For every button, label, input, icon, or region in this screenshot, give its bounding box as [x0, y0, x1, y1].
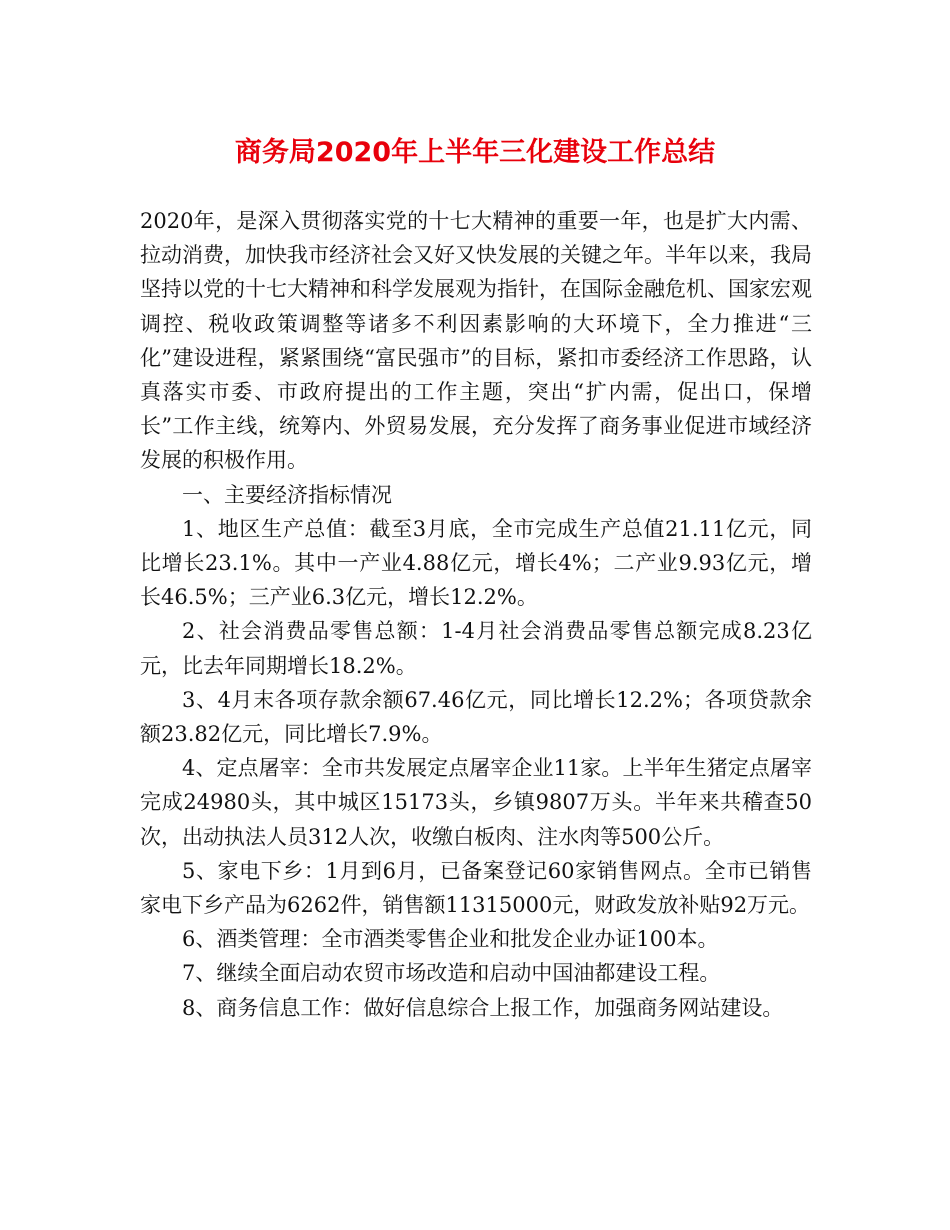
list-item: 8、商务信息工作：做好信息综合上报工作，加强商务网站建设。 [182, 995, 784, 1020]
document-body [140, 204, 812, 1025]
list-item: 5、家电下乡：1月到6月，已备案登记60家销售网点。全市已销售家电下乡产品为6262件，销售额11315000元，财政发放补贴92万元。 [140, 858, 812, 918]
list-item: 7、继续全面启动农贸市场改造和启动中国油都建设工程。 [182, 961, 721, 986]
document-title: 商务局2020年上半年三化建设工作总结 [234, 137, 716, 168]
list-item: 2、社会消费品零售总额：1-4月社会消费品零售总额完成8.23亿元，比去年同期增长18.2%。 [140, 619, 812, 678]
list-item: 6、酒类管理：全市酒类零售企业和批发企业办证100本。 [182, 927, 719, 952]
section-heading: 一、主要经济指标情况 [182, 482, 392, 507]
list-item: 4、定点屠宰：全市共发展定点屠宰企业11家。上半年生猪定点屠宰完成24980头，其中城区15173头，乡镇9807万头。半年来共稽查50次，出动执法人员312人次，收缴白板肉、注水肉等500公斤。 [140, 756, 812, 849]
list-item: 1、地区生产总值：截至3月底，全市完成生产总值21.11亿元，同比增长23.1%。其中一产业4.88亿元，增长4%；二产业9.93亿元，增长46.5%；三产业6.3亿元，增长12.2%。 [140, 516, 812, 610]
list-item: 3、4月末各项存款余额67.46亿元，同比增长12.2%；各项贷款余额23.82亿元，同比增长7.9%。 [140, 687, 812, 747]
intro-paragraph: 2020年，是深入贯彻落实党的十七大精神的重要一年，也是扩大内需、拉动消费，加快我市经济社会又好又快发展的关键之年。半年以来，我局坚持以党的十七大精神和科学发展观为指针，在国际金融危机、国家宏观调控、税收政策调整等诸多不利因素影响的大环境下，全力推进“三化”建设进程，紧紧围绕“富民强市”的目标，紧扣市委经济工作思路，认真落实市委、市政府提出的工作主题，突出“扩内需，促出口，保增长”工作主线，统筹内、外贸易发展，充分发挥了商务事业促进市域经济发展的积极作用。 [140, 209, 812, 473]
